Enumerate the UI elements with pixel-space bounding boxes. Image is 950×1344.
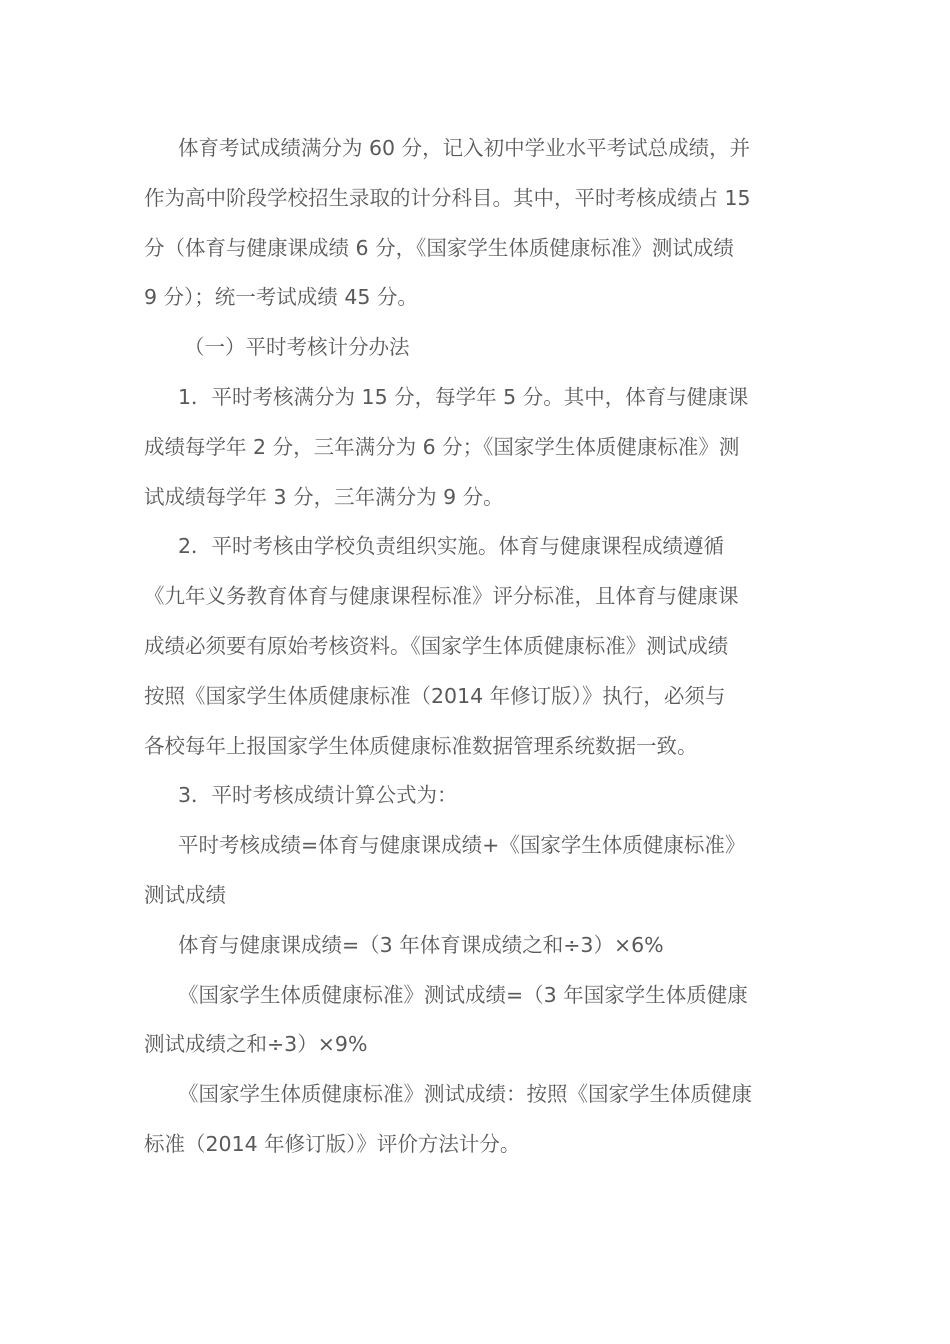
item-2-line-1: 2．平时考核由学校负责组织实施。体育与健康课程成绩遵循 — [178, 534, 725, 559]
item-2-line-2: 《九年义务教育体育与健康课程标准》评分标准，且体育与健康课 — [144, 584, 739, 609]
item-1-line-1: 1．平时考核满分为 15 分，每学年 5 分。其中，体育与健康课 — [178, 384, 749, 409]
item-3-line-1: 3．平时考核成绩计算公式为： — [178, 783, 458, 808]
item-1-line-2: 成绩每学年 2 分，三年满分为 6 分；《国家学生体质健康标准》测 — [144, 434, 740, 459]
item-1-line-3: 试成绩每学年 3 分，三年满分为 9 分。 — [144, 484, 504, 509]
item-2-line-5: 各校每年上报国家学生体质健康标准数据管理系统数据一致。 — [144, 733, 698, 758]
document-body — [144, 124, 806, 1170]
formula-4-line-2: 标准（2014 年修订版）》评价方法计分。 — [144, 1131, 521, 1156]
formula-2: 体育与健康课成绩=（3 年体育课成绩之和÷3）×6% — [178, 932, 664, 957]
section-heading: （一）平时考核计分办法 — [184, 335, 410, 360]
formula-3-line-2: 测试成绩之和÷3）×9% — [144, 1032, 368, 1057]
formula-3-line-1: 《国家学生体质健康标准》测试成绩=（3 年国家学生体质健康 — [178, 982, 748, 1007]
paragraph-1-line-2: 作为高中阶段学校招生录取的计分科目。其中，平时考核成绩占 15 — [144, 185, 751, 210]
paragraph-1-line-1: 体育考试成绩满分为 60 分，记入初中学业水平考试总成绩，并 — [178, 136, 751, 160]
formula-1-line-1: 平时考核成绩=体育与健康课成绩+《国家学生体质健康标准》 — [178, 833, 746, 858]
paragraph-1-line-4: 9 分）；统一考试成绩 45 分。 — [144, 285, 418, 310]
formula-1-line-2: 测试成绩 — [144, 882, 226, 907]
paragraph-1-line-3: 分（体育与健康课成绩 6 分，《国家学生体质健康标准》测试成绩 — [144, 235, 734, 260]
item-2-line-4: 按照《国家学生体质健康标准（2014 年修订版）》执行，必须与 — [144, 683, 726, 708]
item-2-line-3: 成绩必须要有原始考核资料。《国家学生体质健康标准》测试成绩 — [144, 633, 729, 658]
formula-4-line-1: 《国家学生体质健康标准》测试成绩：按照《国家学生体质健康 — [178, 1082, 752, 1107]
